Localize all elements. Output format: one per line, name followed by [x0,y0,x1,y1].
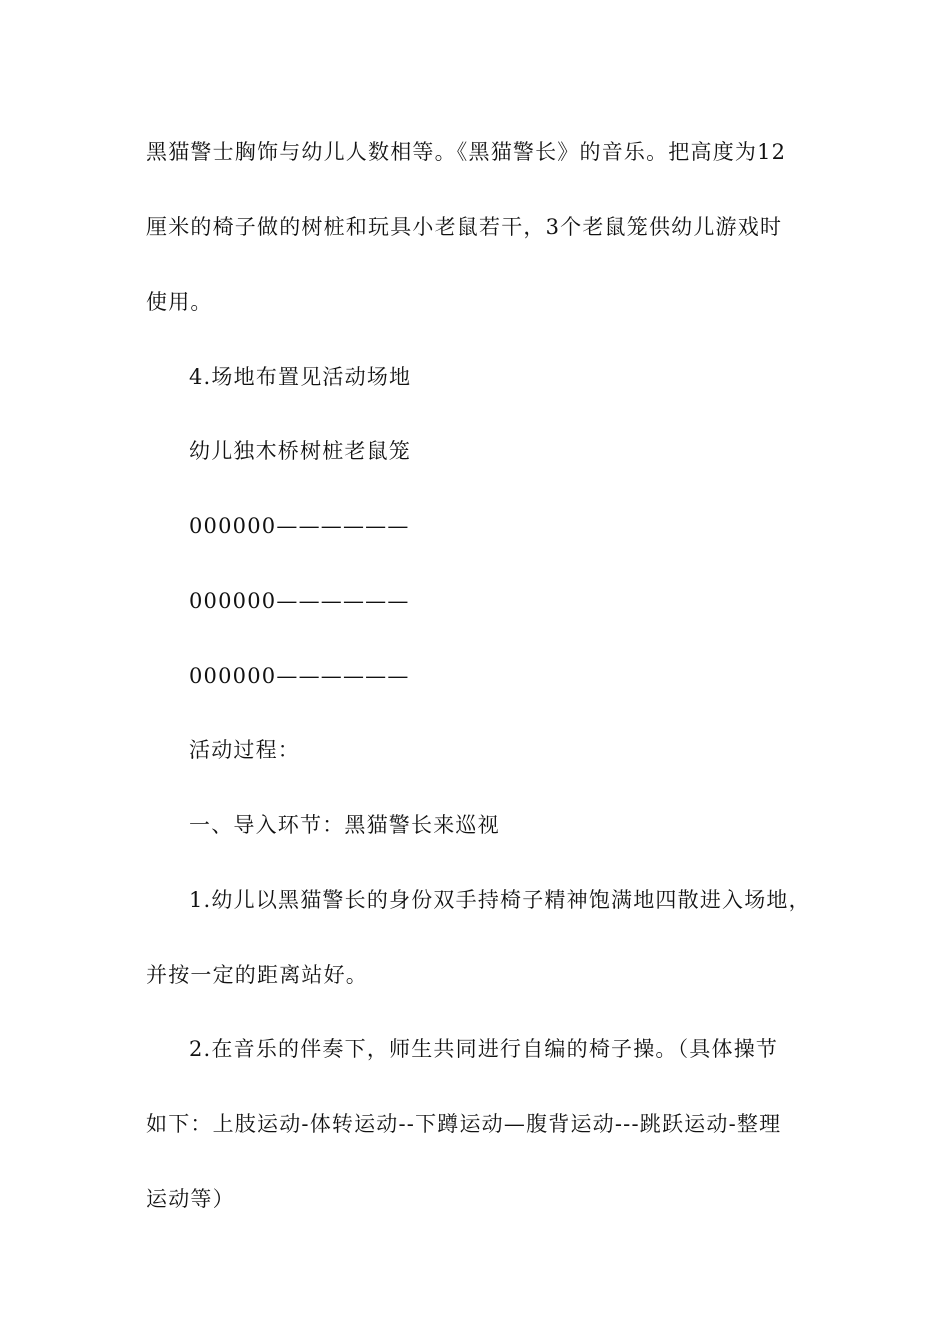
section-heading: 活动过程： [189,738,300,762]
paragraph-line: 2.在音乐的伴奏下，师生共同进行自编的椅子操。（具体操节 [189,1037,779,1061]
paragraph-line: 运动等） [146,1187,235,1211]
paragraph-line: 并按一定的距离站好。 [146,963,368,987]
paragraph-line: 1.幼儿以黑猫警长的身份双手持椅子精神饱满地四散进入场地， [189,888,811,912]
paragraph-line: 使用。 [146,290,213,314]
paragraph-line: 幼儿独木桥树桩老鼠笼 [189,439,411,463]
section-heading: 4.场地布置见活动场地 [189,365,412,389]
section-heading: 一、导入环节：黑猫警长来巡视 [189,813,500,837]
layout-row: 000000—————— [189,514,410,538]
paragraph-line: 如下：上肢运动-体转运动--下蹲运动—腹背运动---跳跃运动-整理 [146,1112,782,1136]
layout-row: 000000—————— [189,589,410,613]
layout-row: 000000—————— [189,664,410,688]
paragraph-line: 厘米的椅子做的树桩和玩具小老鼠若干，3个老鼠笼供幼儿游戏时 [146,215,783,239]
paragraph-line: 黑猫警士胸饰与幼儿人数相等。《黑猫警长》的音乐。把高度为12 [146,140,787,164]
